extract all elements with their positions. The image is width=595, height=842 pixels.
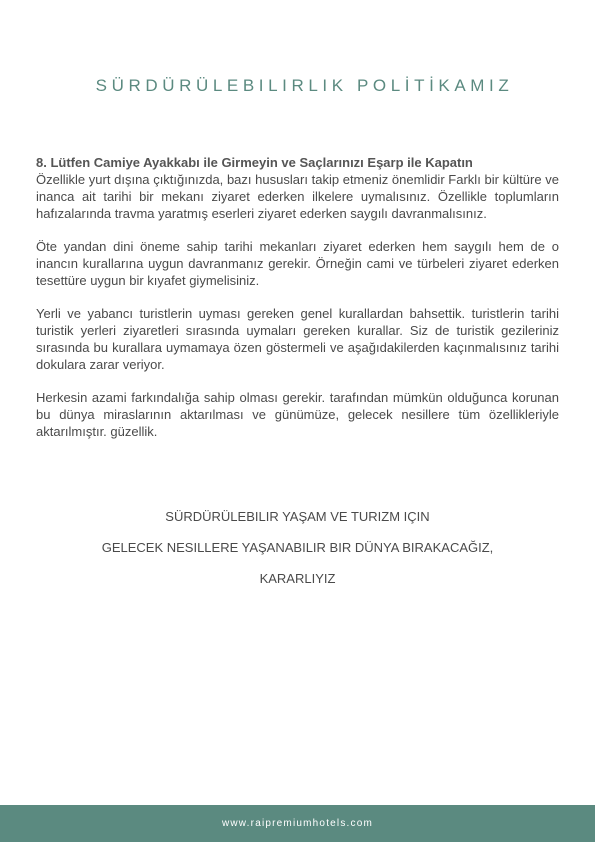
closing-line-1: SÜRDÜRÜLEBILIR YAŞAM VE TURIZM IÇIN — [165, 509, 430, 524]
policy-content — [36, 154, 559, 456]
closing-line-2: GELECEK NESILLERE YAŞANABILIR BIR DÜNYA BIRAKACAĞIZ, — [101, 540, 494, 555]
paragraph-1: Özellikle yurt dışına çıktığınızda, bazı hususları takip etmeniz önemlidir Farklı bir kültüre ve inanca ait tarihi bir mekanı ziyaret ederken ilkelere uymalısınız. Özellikle toplumların hafızalarında travma yaratmış eserleri ziyaret ederken saygılı davranmalısınız. — [36, 172, 559, 221]
website-link[interactable]: www.raipremiumhotels.com — [221, 818, 374, 829]
paragraph-4: Herkesin azami farkındalığa sahip olması gerekir. tarafından mümkün olduğunca korunan bu dünya miraslarının aktarılması ve günümüze, gelecek nesillere tüm özellikleriyle aktarılmıştır. güzellik. — [36, 390, 559, 439]
section-heading: 8. Lütfen Camiye Ayakkabı ile Girmeyin ve Saçlarınızı Eşarp ile Kapatın — [36, 155, 473, 170]
paragraph-3: Yerli ve yabancı turistlerin uyması gereken genel kurallardan bahsettik. turistlerin tarihi turistik yerleri ziyaretleri sırasında uymaları gereken kurallar. Siz de turistik gezileriniz sırasında bu kurallara uymamaya özen göstermeli ve aşağıdakilerden kaçınmalısınız tarihi dokulara zarar veriyor. — [36, 306, 559, 372]
paragraph-2: Öte yandan dini öneme sahip tarihi mekanları ziyaret ederken hem saygılı hem de o inancın kurallarına uygun davranmanız gerekir. Örneğin cami ve türbeleri ziyaret ederken tesettüre uygun bir kıyafet giymelisiniz. — [36, 239, 559, 288]
page-title: SÜRDÜRÜLEBILIRLIK POLİTİKAMIZ — [95, 76, 514, 95]
footer-bar — [0, 805, 595, 842]
closing-statement — [0, 508, 595, 601]
closing-line-3: KARARLIYIZ — [259, 571, 336, 586]
